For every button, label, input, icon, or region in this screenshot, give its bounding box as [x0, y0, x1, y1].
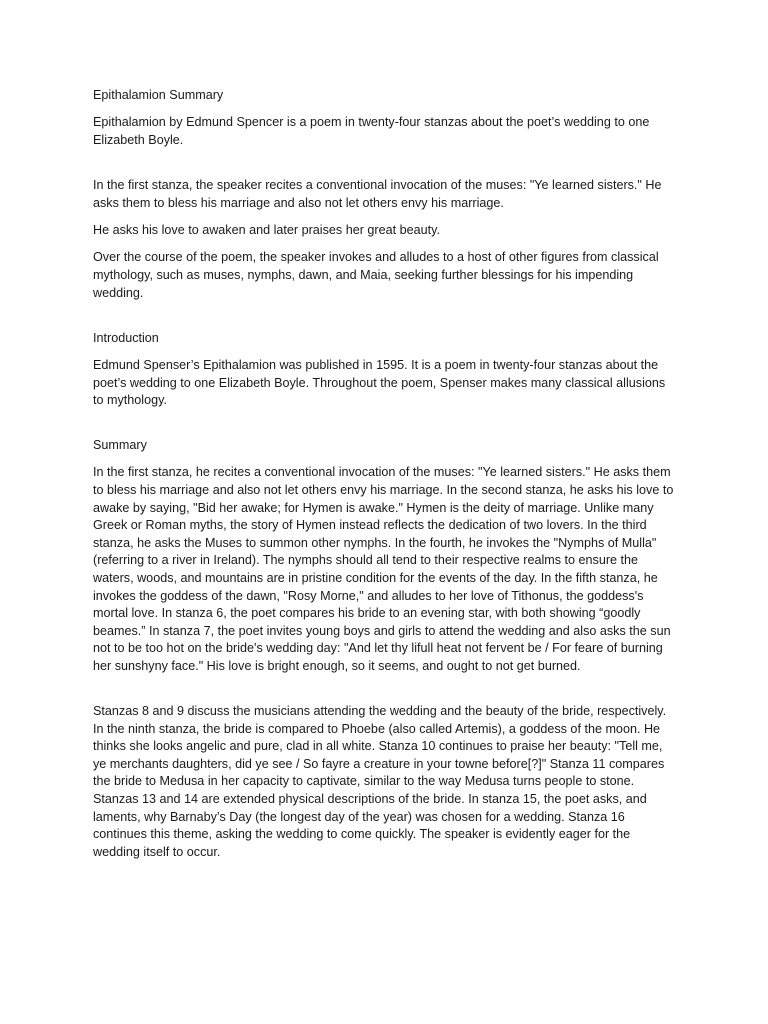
first-section-paragraph-1: In the first stanza, the speaker recites a conventional invocation of the muses: "Ye learned sisters." He asks them to bless his marriage and also not let others envy his marriage. [93, 177, 662, 210]
first-section-paragraph-3: Over the course of the poem, the speaker invokes and alludes to a host of other figures from classical mythology, such as muses, nymphs, dawn, and Maia, seeking further blessings for his impending wedding. [93, 250, 659, 300]
introduction-paragraph: Edmund Spenser’s Epithalamion was published in 1595. It is a poem in twenty-four stanzas about the poet’s wedding to one Elizabeth Boyle. Throughout the poem, Spenser makes many classical allusions to mythology. [93, 357, 666, 408]
document-page [93, 87, 677, 871]
spacer [93, 419, 677, 437]
spacer [93, 312, 677, 330]
summary-heading: Summary [93, 438, 147, 453]
first-section-paragraph-2: He asks his love to awaken and later praises her great beauty. [93, 222, 440, 237]
intro-paragraph: Epithalamion by Edmund Spencer is a poem in twenty-four stanzas about the poet’s wedding to one Elizabeth Boyle. [93, 115, 650, 147]
summary-paragraph-1: In the first stanza, he recites a conventional invocation of the muses: "Ye learned sisters." He asks them to bless his marriage and also not let others envy his marriage. In the second stanza, he asks his love to awake by saying, "Bid her awake; for Hymen is awake." Hymen is the deity of marriage. Unlike many Greek or Roman myths, the story of Hymen instead reflects the dedication of two lovers. In the third stanza, he asks the Muses to summon other nymphs. In the fourth, he invokes the "Nymphs of Mulla" (referring to a river in Ireland). The nymphs should all tend to their respective realms to ensure the waters, woods, and mountains are in pristine condition for the events of the day. In the fifth stanza, he invokes the goddess of the dawn, "Rosy Morne," and alludes to her love of Tithonus, the goddess's mortal love. In stanza 6, the poet compares his bride to an evening star, with both showing “goodly beames.” In stanza 7, the poet invites young boys and girls to attend the wedding and also asks the sun not to be too hot on the bride's wedding day: "And let thy lifull heat not fervent be / For feare of burning her sunshyny face." His love is bright enough, so it seems, and ought to not get burned. [93, 465, 674, 673]
document-title: Epithalamion Summary [93, 88, 224, 102]
summary-paragraph-2: Stanzas 8 and 9 discuss the musicians attending the wedding and the beauty of the bride, respectively. In the ninth stanza, the bride is compared to Phoebe (also called Artemis), a goddess of the moon. He thinks she looks angelic and pure, clad in all white. Stanza 10 continues to praise her beauty: "Tell me, ye merchants daughters, did ye see / So fayre a creature in your towne before[?]" Stanza 11 compares the bride to Medusa in her capacity to captivate, similar to the way Medusa turns people to stone. Stanzas 13 and 14 are extended physical descriptions of the bride. In stanza 15, the poet asks, and laments, why Barnaby’s Day (the longest day of the year) was chosen for a wedding. Stanza 16 continues this theme, asking the wedding to come quickly. The speaker is evidently eager for the wedding itself to occur. [93, 703, 667, 859]
spacer [93, 685, 677, 703]
spacer [93, 159, 677, 177]
introduction-heading: Introduction [93, 330, 159, 345]
